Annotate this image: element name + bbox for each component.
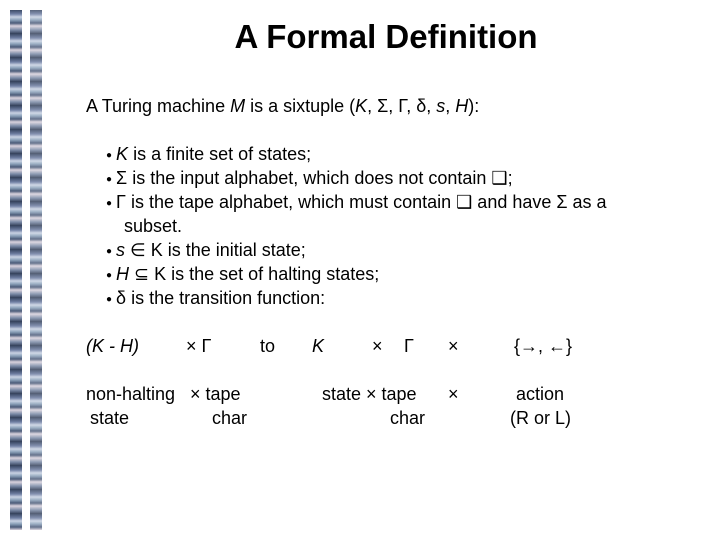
bullet-item (106, 192, 607, 213)
intro-comma: , (367, 96, 378, 116)
bullet-item (106, 240, 306, 261)
decorative-strip-right (30, 10, 42, 530)
decorative-strip-left (10, 10, 22, 530)
bullet-symbol: H (116, 264, 130, 284)
bullet-text: is the tape alphabet, which must contain ❑ and have Σ as a (125, 192, 607, 212)
label-times-tape: × tape (190, 384, 241, 404)
times-gamma: × Γ (186, 336, 212, 356)
action-set: {→, ←} (514, 336, 573, 356)
bullet-symbol: δ (116, 288, 127, 308)
label-r-or-l: (R or L) (510, 408, 572, 428)
bullet-symbol: Γ (116, 192, 126, 212)
codomain-k: K (312, 336, 325, 356)
bullet-dot-icon: ● (106, 198, 113, 209)
bullet-continuation (124, 216, 182, 237)
gamma-symbol: Γ (404, 336, 414, 356)
label-nonhalting: non-halting (86, 384, 176, 404)
times-symbol: × (448, 336, 459, 356)
bullet-text: ∈ K is the initial state; (125, 240, 306, 260)
intro-end: ): (468, 96, 480, 116)
bullet-text: is a finite set of states; (128, 144, 312, 164)
bullet-dot-icon: ● (106, 246, 113, 257)
bullet-text: subset. (124, 216, 183, 236)
k-symbol: K (355, 96, 368, 116)
label-state-tape: state × tape (322, 384, 417, 404)
label-char: char (212, 408, 248, 428)
bullet-symbol: Σ (116, 168, 128, 188)
intro-text-mid: is a sixtuple ( (245, 96, 356, 116)
label-times: × (448, 384, 459, 404)
bullet-dot-icon: ● (106, 270, 113, 281)
label-state: state (90, 408, 130, 428)
bullet-item (106, 168, 513, 189)
machine-symbol: M (230, 96, 246, 116)
bullet-symbol: s (116, 240, 126, 260)
domain-states: (K - H) (86, 336, 139, 356)
s-symbol: s (436, 96, 446, 116)
bullet-text: is the input alphabet, which does not contain ❑; (127, 168, 513, 188)
slide-title: A Formal Definition (234, 18, 538, 55)
to-label: to (260, 336, 276, 356)
bullet-dot-icon: ● (106, 174, 113, 185)
h-symbol: H (455, 96, 469, 116)
intro-comma-2: , (445, 96, 456, 116)
times-symbol: × (372, 336, 383, 356)
bullet-item (106, 144, 311, 165)
intro-line (86, 96, 479, 117)
label-char: char (390, 408, 426, 428)
bullet-dot-icon: ● (106, 294, 113, 305)
bullet-item (106, 288, 325, 309)
bullet-item (106, 264, 379, 285)
intro-symbols: Σ, Γ, δ, (377, 96, 437, 116)
bullet-text: is the transition function: (126, 288, 326, 308)
intro-text: A Turing machine (86, 96, 231, 116)
bullet-text: ⊆ K is the set of halting states; (129, 264, 380, 284)
bullet-dot-icon: ● (106, 150, 113, 161)
label-action: action (516, 384, 565, 404)
bullet-symbol: K (116, 144, 129, 164)
